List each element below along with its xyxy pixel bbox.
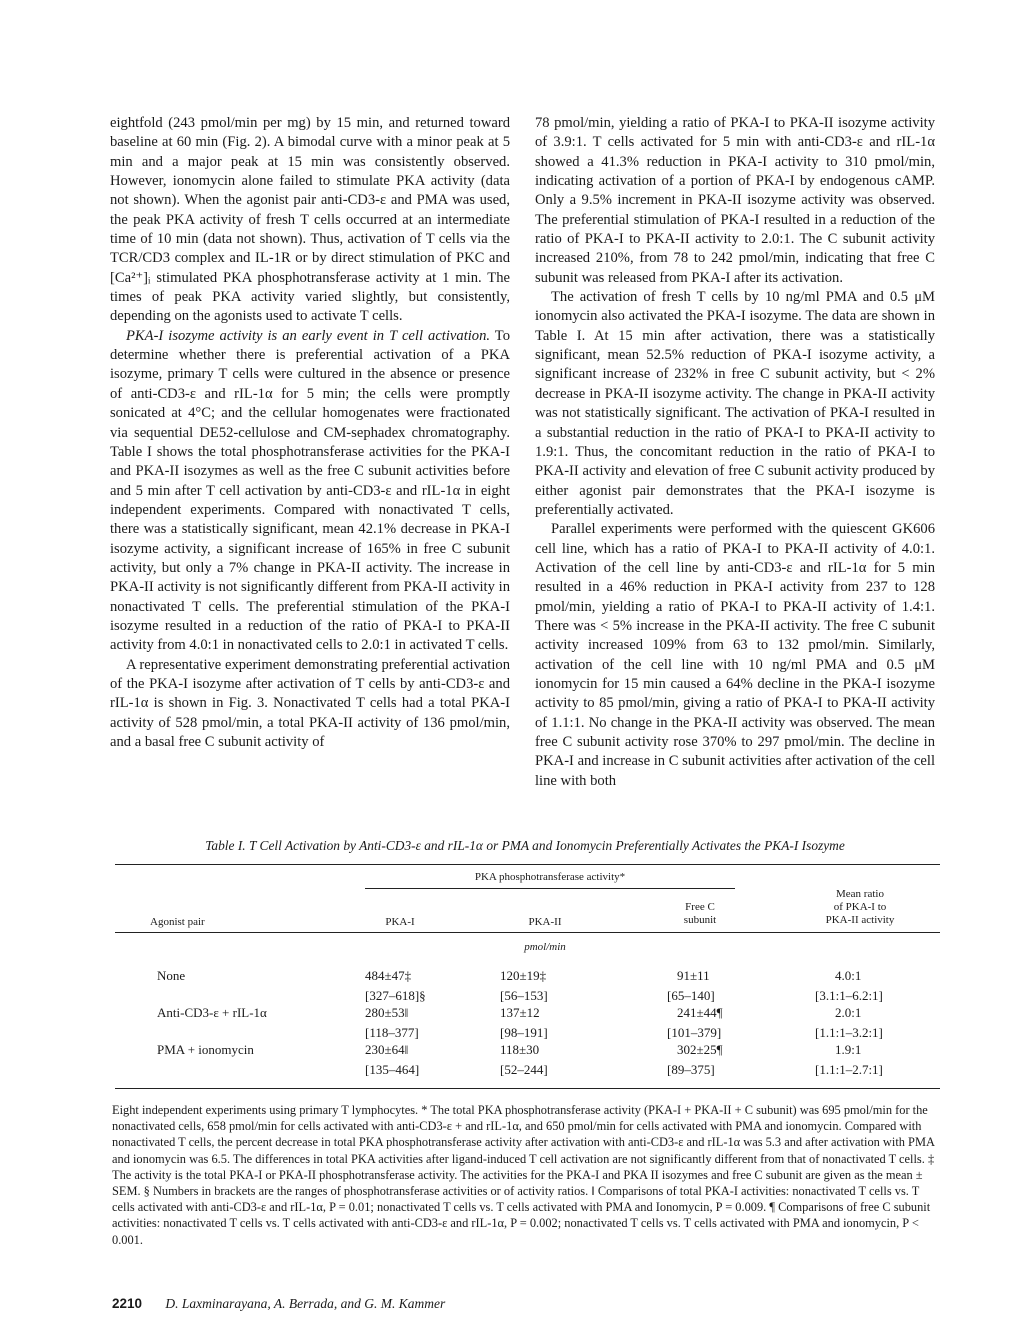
cell-ratio-mean: 4.0:1 [835, 968, 862, 983]
cell-pka2-range: [52–244] [500, 1062, 548, 1077]
cell-freec-mean: 91±11 [677, 968, 710, 983]
header-free-c-subunit: Free C subunit [683, 901, 717, 926]
header-pka-ii: PKA-II [528, 916, 562, 928]
row-agonist-pma: PMA + ionomycin [157, 1042, 254, 1057]
right-paragraph-1: 78 pmol/min, yielding a ratio of PKA-I to PKA-II isozyme activity of 3.9:1. T cells activated for 5 min with anti-CD3-ε and rIL-1α showed a 41.3% reduction in PKA-I activity to 310 pmol/min, indicating activation of a portion of PKA-I by endogenous cAMP. Only a 9.5% increment in PKA-II isozyme activity was observed. The preferential stimulation of PKA-I resulted in a reduction of the ratio of PKA-I to PKA-II activity to 2.0:1. The C subunit activity increased 210%, from 78 to 242 pmol/min, indicating that free C subunit was released from PKA-I after its activation. [535, 115, 935, 286]
cell-freec-range: [65–140] [667, 988, 715, 1003]
right-column [535, 114, 935, 791]
cell-pka2-mean: 118±30 [500, 1042, 540, 1057]
header-agonist-pair: Agonist pair [150, 916, 205, 928]
left-paragraph-2 [110, 327, 510, 656]
cell-ratio-range: [1.1:1–3.2:1] [815, 1025, 883, 1040]
cell-freec-mean: 302±25¶ [677, 1042, 723, 1057]
left-paragraph-3: A representative experiment demonstrating preferential activation of the PKA-I isozyme after activation of T cells by anti-CD3-ε and rIL-1α is shown in Fig. 3. Nonactivated T cells had a total PKA-I activity of 528 pmol/min, a total PKA-II activity of 136 pmol/min, and a basal free C subunit activity of [110, 656, 510, 750]
table-footnote [112, 1102, 942, 1248]
left-column [110, 114, 510, 752]
cell-ratio-range: [1.1:1–2.7:1] [815, 1062, 883, 1077]
cell-pka1-range: [135–464] [365, 1062, 420, 1077]
table-footnote-text: Eight independent experiments using primary T lymphocytes. * The total PKA phosphotransferase activity (PKA-I + PKA-II + C subunit) was 695 pmol/min for the nonactivated cells, 658 pmol/min for cells activated with anti-CD3-ε + and rIL-1α, and 650 pmol/min for cells activated with PMA and ionomycin. Compared with nonactivated T cells, the percent decrease in total PKA phosphotransferase activity after activation with anti-CD3-ε and rIL-1α was 5.3 and after activation with PMA and ionomycin was 6.5. The differences in total PKA activities after ligand-induced T cell activation are not significantly different from that of nonactivated T cells. ‡ The activity is the total PKA-I or PKA-II phosphotransferase activity. The activities for the PKA-I and PKA II isozymes and free C subunit are given as the mean ± SEM. § Numbers in brackets are the ranges of phosphotransferase activities or of activity ratios. ‖ Comparisons of total PKA-I activities: nonactivated T cells vs. T cells activated with anti-CD3-ε and rIL-1α, P = 0.01; nonactivated T cells vs. T cells activated with PMA and Ionomycin, P = 0.009. ¶ Comparisons of free C subunit activities: nonactivated T cells vs. T cells activated with anti-CD3-ε and rIL-1α, P = 0.002; nonactivated T cells vs. T cells activated with PMA and ionomycin, P < 0.001. [112, 1103, 935, 1247]
table-top-rule [115, 864, 940, 865]
spanning-header: PKA phosphotransferase activity* [474, 871, 626, 883]
header-pka-i: PKA-I [385, 916, 415, 928]
spanning-header-rule [365, 888, 735, 889]
table-bottom-rule [115, 1088, 940, 1089]
units-label: pmol/min [524, 941, 566, 953]
cell-ratio-range: [3.1:1–6.2:1] [815, 988, 883, 1003]
cell-ratio-mean: 1.9:1 [835, 1042, 862, 1057]
table-caption: Table I. T Cell Activation by Anti-CD3-ε and rIL-1α or PMA and Ionomycin Preferentially Activates the PKA-I Isozyme [205, 838, 845, 853]
left-paragraph-1: eightfold (243 pmol/min per mg) by 15 min, and returned toward baseline at 60 min (Fig. 2). A bimodal curve with a minor peak at 5 min and a major peak at 15 min was consistently observed. However, ionomycin alone failed to stimulate PKA activity (data not shown). When the agonist pair anti-CD3-ε and PMA was used, the peak PKA activity of fresh T cells occurred at an intermediate time of 10 min (data not shown). Thus, activation of T cells via the TCR/CD3 complex and IL-1R or by direct stimulation of PKC and [Ca²⁺]ᵢ stimulated PKA phosphotransferase activity at 1 min. The times of peak PKA activity varied slightly, but consistently, depending on the agonists used to activate T cells. [110, 115, 510, 325]
row-agonist-none: None [157, 968, 186, 983]
left-paragraph-2-body: To determine whether there is preferential activation of a PKA isozyme, primary T cells were cultured in the absence or presence of anti-CD3-ε and rIL-1α for 5 min; the cells were promptly sonicated at 4°C; and the cellular homogenates were fractionated via sequential DE52-cellulose and CM-sephadex chromatography. Table I shows the total phosphotransferase activities for the PKA-I and PKA-II isozymes as well as the free C subunit activities before and 5 min after T cell activation by anti-CD3-ε and rIL-1α in eight independent experiments. Compared with nonactivated T cells, there was a statistically significant, mean 42.1% decrease in PKA-I isozyme activity, a significant increase of 165% in free C subunit activity, but only a 7% change in PKA-II activity. The increase in PKA-II activity is not significantly different from PKA-II activity in nonactivated T cells. The preferential stimulation of the PKA-I isozyme resulted in a reduction of the ratio of PKA-I to PKA-II activity from 4.0:1 in nonactivated cells to 2.0:1 in activated T cells. [110, 327, 510, 654]
cell-pka1-range: [118–377] [365, 1025, 419, 1040]
cell-pka1-mean: 484±47‡ [365, 968, 412, 983]
page-number: 2210 [112, 1296, 143, 1311]
row-agonist-anti-cd3: Anti-CD3-ε + rIL-1α [157, 1005, 267, 1020]
cell-pka1-mean: 230±64‖ [365, 1042, 409, 1057]
right-paragraph-2: The activation of fresh T cells by 10 ng/ml PMA and 0.5 μM ionomycin also activated the PKA-I isozyme. The data are shown in Table I. At 15 min after activation, there was a statistically significant, mean 52.5% reduction of PKA-I isozyme activity, a significant increase of 232% in free C subunit activity, but < 2% decrease in PKA-II isozyme activity. The change in PKA-II activity was not statistically significant. The activation of PKA-I resulted in a substantial reduction in the ratio of PKA-I to PKA-II activity to 1.9:1. Thus, the concomitant reduction in the ratio of PKA-I to PKA-II activity and elevation of free C subunit activity produced by either agonist pair demonstrates that the PKA-I isozyme is preferentially activated. [535, 289, 935, 518]
right-paragraph-3: Parallel experiments were performed with the quiescent GK606 cell line, which has a ratio of PKA-I to PKA-II activity of 4.0:1. Activation of the cell line by anti-CD3-ε and rIL-1α for 5 min resulted in a 46% reduction in PKA-I activity from 237 to 128 pmol/min, yielding a ratio of PKA-I to PKA-II activity of 1.4:1. There was < 5% increase in the PKA-II activity. The free C subunit activity increased 109% from 63 to 132 pmol/min. Similarly, activation of the cell line with 10 ng/ml PMA and 0.5 μM ionomycin for 15 min caused a 64% decline in the PKA-I isozyme activity to 85 pmol/min, giving a ratio of PKA-I to PKA-II activity of 1.1:1. No change in the PKA-II activity was observed. The mean free C subunit activity rose 370% to 297 pmol/min. The decline in PKA-I and increase in C subunit activities after activation of the cell line with both [535, 521, 935, 789]
running-authors: D. Laxminarayana, A. Berrada, and G. M. Kammer [165, 1296, 446, 1311]
cell-pka2-mean: 120±19‡ [500, 968, 547, 983]
cell-freec-range: [101–379] [667, 1025, 722, 1040]
cell-pka2-range: [56–153] [500, 988, 548, 1003]
section-run-in-heading: PKA-I isozyme activity is an early event in T cell activation. [126, 327, 491, 344]
table-header-rule [115, 932, 940, 933]
cell-pka1-range: [327–618]§ [365, 988, 426, 1003]
page-footer [112, 1296, 445, 1312]
cell-pka2-range: [98–191] [500, 1025, 548, 1040]
cell-pka1-mean: 280±53‖ [365, 1005, 409, 1020]
cell-freec-range: [89–375] [667, 1062, 715, 1077]
header-mean-ratio: Mean ratio of PKA-I to PKA-II activity [825, 888, 895, 926]
cell-ratio-mean: 2.0:1 [835, 1005, 862, 1020]
cell-pka2-mean: 137±12 [500, 1005, 540, 1020]
cell-freec-mean: 241±44¶ [677, 1005, 723, 1020]
